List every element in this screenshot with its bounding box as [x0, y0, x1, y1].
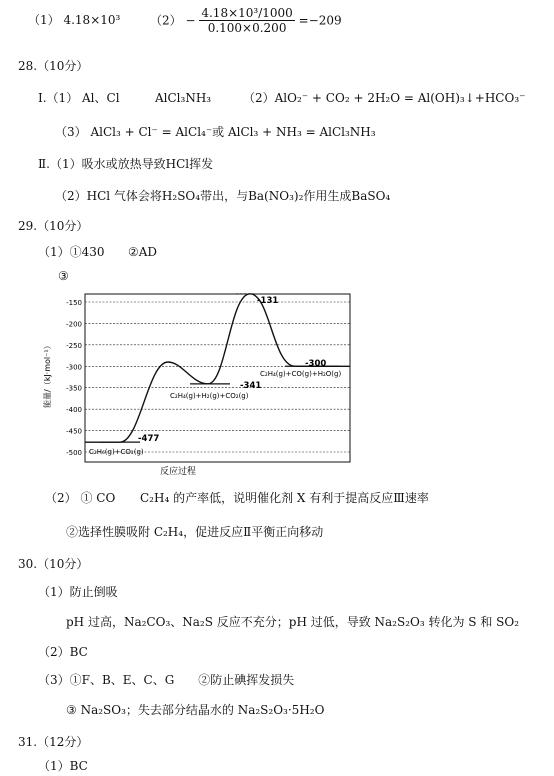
q27-part2-label: （2） — [150, 13, 182, 28]
q27-fraction — [199, 6, 294, 35]
q29-p1-c: ③ — [58, 269, 69, 283]
q28-ii-1: Ⅱ.（1）吸水或放热导致HCl挥发 — [38, 157, 214, 171]
q27-answer-line — [28, 12, 120, 28]
q28-i-3: （3） AlCl₃ + Cl⁻ = AlCl₄⁻或 AlCl₃ + NH₃ = AlCl₃NH₃ — [55, 125, 376, 139]
q30-p3b: ③ Na₂SO₃；失去部分结晶水的 Na₂S₂O₃·5H₂O — [66, 703, 325, 717]
y-tick-label: -200 — [66, 320, 82, 329]
q28-ii-2: （2）HCl 气体会将H₂SO₄带出，与Ba(NO₃)₂作用生成BaSO₄ — [55, 189, 391, 203]
q27-fraction-denominator: 0.100×0.200 — [207, 21, 287, 35]
label-mid-species: C₂H₄(g)+H₂(g)+CO₂(g) — [170, 392, 249, 400]
q30-p2: （2）BC — [38, 645, 88, 659]
y-tick-label: -500 — [66, 449, 82, 457]
q30-p1-detail: pH 过高，Na₂CO₃、Na₂S 反应不充分；pH 过低，导致 Na₂S₂O₃ 转化为 S 和 SO₂ — [66, 615, 520, 629]
q29-heading: 29.（10分） — [18, 219, 89, 233]
y-tick-label: -350 — [66, 384, 82, 393]
q29-p2-c: ②选择性膜吸附 C₂H₄，促进反应Ⅱ平衡正向移动 — [66, 525, 324, 539]
q28-i-1: Ⅰ.（1） Al、Cl — [38, 91, 120, 105]
q27-fraction-numerator: 4.18×10³/1000 — [201, 6, 293, 20]
q30-p1: （1）防止倒吸 — [38, 585, 118, 599]
q28-heading: 28.（10分） — [18, 59, 89, 73]
y-tick-label: -300 — [66, 363, 82, 372]
q27-result: =−209 — [298, 13, 342, 28]
label-peak: -131 — [257, 296, 279, 306]
label-right-species: C₂H₄(g)+CO(g)+H₂O(g) — [260, 370, 342, 378]
q29-p1-a: （1）①430 — [38, 245, 105, 259]
chart-frame — [85, 294, 350, 462]
chart-ylabel: 能量/（kJ·mol⁻¹） — [43, 341, 52, 408]
q29-p2-a: （2） ① CO — [45, 491, 116, 505]
q29-p1-b: ②AD — [128, 245, 158, 259]
q27-part1-value: 4.18×10³ — [63, 13, 121, 27]
q29-p2-b: C₂H₄ 的产率低，说明催化剂 X 有利于提高反应Ⅲ速率 — [140, 491, 429, 505]
y-tick-label: -250 — [66, 341, 82, 350]
y-tick-label: -450 — [66, 427, 82, 436]
label-mid-level: -341 — [240, 381, 262, 391]
label-right-level: -300 — [305, 359, 327, 369]
q28-i-1b: AlCl₃NH₃ — [155, 91, 212, 105]
q30-heading: 30.（10分） — [18, 557, 89, 571]
label-left-species: C₂H₆(g)+CO₂(g) — [89, 448, 144, 456]
label-left-level: -477 — [138, 434, 160, 444]
q27-minus: − — [185, 13, 196, 28]
q27-part1-label: （1） — [28, 13, 60, 27]
y-tick-label: -150 — [66, 299, 82, 307]
q30-p3: （3）①F、B、E、C、G ②防止碘挥发损失 — [38, 673, 295, 687]
energy-profile-chart — [40, 288, 370, 478]
chart-xlabel: 反应过程 — [160, 467, 197, 477]
y-tick-label: -400 — [66, 406, 82, 415]
q31-p1: （1）BC — [38, 759, 88, 773]
q27-part2 — [150, 6, 342, 35]
q31-heading: 31.（12分） — [18, 735, 89, 749]
q28-i-2: （2）AlO₂⁻ + CO₂ + 2H₂O = Al(OH)₃↓+HCO₃⁻ — [243, 91, 526, 105]
